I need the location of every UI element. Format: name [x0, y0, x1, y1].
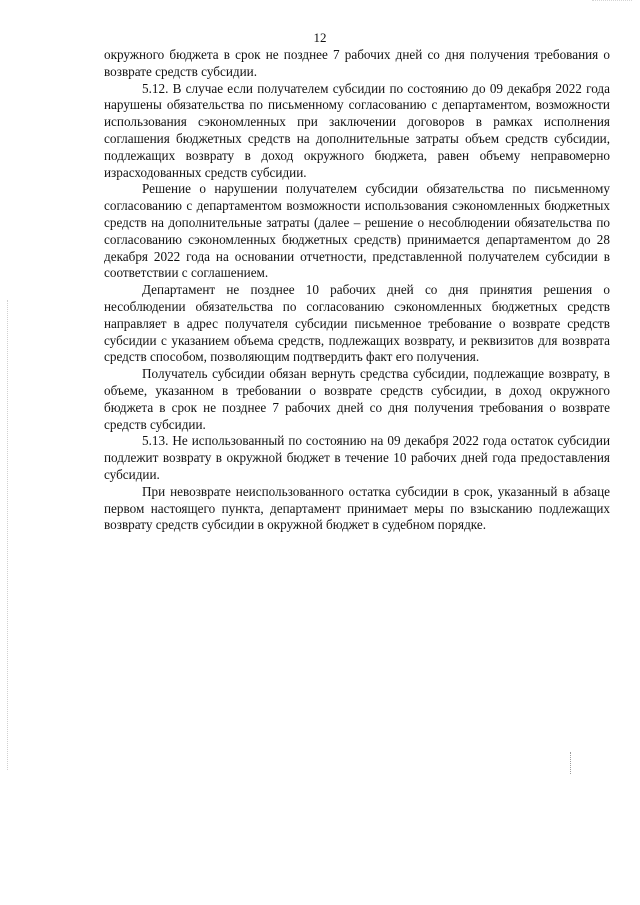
paragraph-recovery-measures: При невозврате неиспользованного остатка субсидии в срок, указанный в абзаце первом настоящего пункта, департамент принимает меры по взысканию подлежащих возврату средств субсидии в окружной бюджет в судебном порядке. — [104, 483, 610, 533]
scan-edge-mark — [570, 752, 572, 774]
paragraph-continuation: окружного бюджета в срок не позднее 7 рабочих дней со дня получения требования о возврате средств субсидии. — [104, 47, 610, 79]
paragraph-department-notice: Департамент не позднее 10 рабочих дней со дня принятия решения о несоблюдении обязательства по согласованию сэкономленных бюджетных средств направляет в адрес получателя субсидии письменное требование о возврате средств субсидии с указанием объема средств, подлежащих возврату, и реквизитов для возврата средств способом, позволяющим подтвердить факт его получения. — [104, 282, 610, 365]
paragraph-clause-5-13: 5.13. Не использованный по состоянию на 09 декабря 2022 года остаток субсидии подлежит возврату в окружной бюджет в течение 10 рабочих дней года предоставления субсидии. — [104, 433, 610, 482]
paragraph-recipient-obligation: Получатель субсидии обязан вернуть средства субсидии, подлежащие возврату, в объеме, указанном в требовании о возврате средств субсидии, в доход окружного бюджета в срок не позднее 7 рабочих дней со дня получения требования о возврате средств субсидии. — [104, 366, 610, 432]
document-body — [104, 47, 610, 534]
page-number: 12 — [313, 30, 327, 45]
paragraph-clause-5-12: 5.12. В случае если получателем субсидии по состоянию до 09 декабря 2022 года нарушены обязательства по письменному согласованию с департаментом, возможности использования сэкономленных при заключении договоров в рамках исполнения соглашения бюджетных средств на дополнительные затраты объем средств субсидии, подлежащих возврату в доход окружного бюджета, равен объему неправомерно израсходованных средств субсидии. — [104, 80, 610, 180]
paragraph-decision: Решение о нарушении получателем субсидии обязательства по письменному согласованию с департаментом возможности использования сэкономленных бюджетных средств на дополнительные затраты (далее – решение о несоблюдении обязательства по согласованию сэкономленных бюджетных средств) принимается департаментом до 28 декабря 2022 года на основании отчетности, представленной получателем субсидии в соответствии с соглашением. — [104, 181, 610, 281]
scan-edge-mark — [7, 300, 9, 770]
scan-edge-mark — [592, 0, 632, 2]
